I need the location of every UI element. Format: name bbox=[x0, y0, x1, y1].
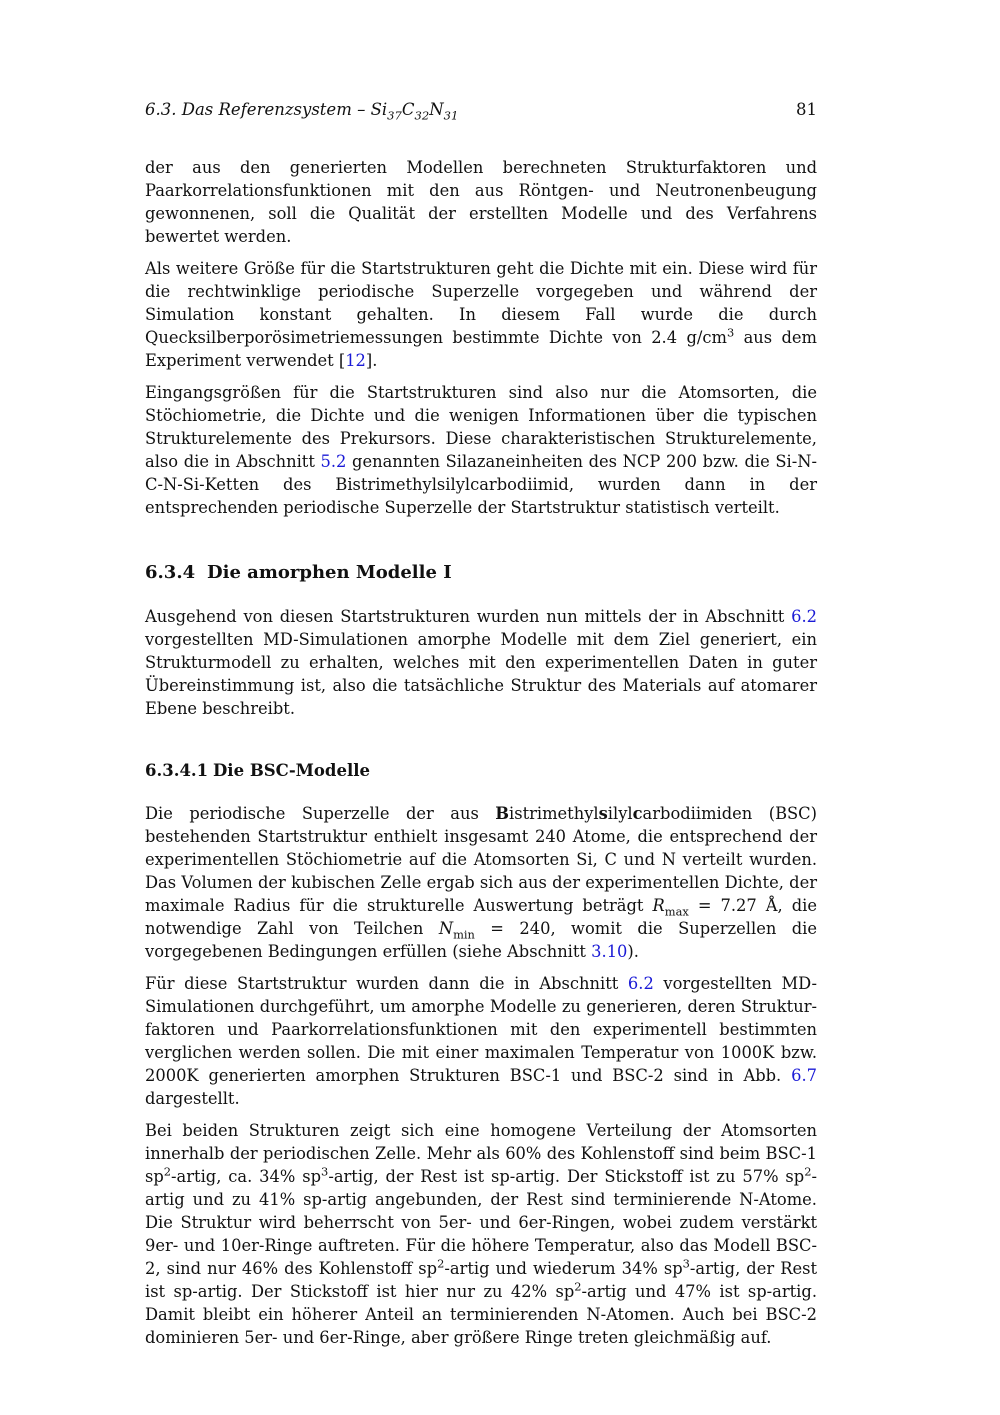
page-number: 81 bbox=[796, 100, 817, 119]
subsection-title: Die BSC-Modelle bbox=[213, 761, 370, 780]
paragraph-1: der aus den generierten Modellen berechneten Strukturfaktoren und Paarkorrelationsfunktionen mit den aus Röntgen- und Neutronenbeugung gewonnenen, soll die Qualität der erstellten Modelle und des Verfahrens bewertet werden. bbox=[145, 158, 817, 246]
subsection-number: 6.3.4.1 bbox=[145, 761, 209, 780]
citation-link[interactable]: 12 bbox=[345, 351, 366, 370]
paragraph-2: Als weitere Größe für die Startstrukturen geht die Dichte mit ein. Diese wird für die rechtwinklige periodische Superzelle vorgegeben und während der Simulation konstant gehalten. In diesem Fall wurde die durch Quecksilberporösimetriemessungen bestimmte Dichte von 2.4 $g/cm^3$ aus dem Experiment verwendet [12]. bbox=[145, 259, 817, 370]
section-title: Die amorphen Modelle I bbox=[207, 562, 452, 583]
subsection-heading bbox=[145, 760, 817, 782]
figure-ref-link[interactable]: 6.7 bbox=[791, 1066, 817, 1085]
rmax-symbol: R bbox=[652, 896, 665, 915]
paragraph-3: Eingangsgrößen für die Startstrukturen sind also nur die Atomsorten, die Stöchiometrie, die Dichte und die wenigen Informationen über die typischen Strukturelemente des Prekursors. Diese charakteristischen Strukturelemente, also die in Abschnitt 5.2 genannten Silazaneinheiten des NCP 200 bzw. die Si-N-C-N-Si-Ketten des Bistrimethylsilylcarbodiimid, wurden dann in der entsprechenden periodische Superzelle der Startstruktur statistisch verteilt. bbox=[145, 383, 817, 517]
paragraph-6: Für diese Startstruktur wurden dann die in Abschnitt 6.2 vorgestellten MD-Simulationen durchgeführt, um amorphe Modelle zu generieren, deren Strukturfaktoren und Paarkorrelationsfunktionen mit den experimentell bestimmten verglichen werden sollen. Die mit einer maximalen Temperatur von 1000K bzw. 2000K generierten amorphen Strukturen BSC-1 und BSC-2 sind in Abb. 6.7 dargestellt. bbox=[145, 974, 817, 1108]
section-ref-link[interactable]: 6.2 bbox=[791, 607, 817, 626]
paragraph-7: Bei beiden Strukturen zeigt sich eine homogene Verteilung der Atomsorten innerhalb der periodischen Zelle. Mehr als 60% des Kohlenstoff sind beim BSC-1 $sp^2$-artig, ca. 34% $sp^3$-artig, der Rest ist sp-artig. Der Stickstoff ist zu 57% $sp^2$-artig und zu 41% sp-artig angebunden, der Rest sind terminierende N-Atome. Die Struktur wird beherrscht von 5er- und 6er-Ringen, wobei zudem verstärkt 9er- und 10er-Ringe auftreten. Für die höhere Temperatur, also das Modell BSC-2, sind nur 46% des Kohlenstoff $sp^2$-artig und wiederum 34% $sp^3$-artig, der Rest ist sp-artig. Der Stickstoff ist hier nur zu 42% $sp^2$-artig und 47% ist sp-artig. Damit bleibt ein höherer Anteil an terminierenden N-Atomen. Auch bei BSC-2 dominieren 5er- und 6er-Ringe, aber größere Ringe treten gleichmäßig auf. bbox=[145, 1121, 817, 1347]
section-heading bbox=[145, 561, 817, 585]
paragraph-4: Ausgehend von diesen Startstrukturen wurden nun mittels der in Abschnitt 6.2 vorgestellten MD-Simulationen amorphe Modelle mit dem Ziel generiert, ein Strukturmodell zu erhalten, welches mit den experimentellen Daten in guter Übereinstimmung ist, also die tatsächliche Struktur des Materials auf atomarer Ebene beschreibt. bbox=[145, 607, 817, 718]
section-number: 6.3.4 bbox=[145, 562, 196, 583]
paragraph-5: Die periodische Superzelle der aus Bistrimethylsilylcarbodiimiden (BSC) bestehenden Startstruktur enthielt insgesamt 240 Atome, die entsprechend der experimentellen Stöchiometrie auf die Atomsorten Si, C und N verteilt wurden. Das Volumen der kubischen Zelle ergab sich aus der experimentellen Dichte, der maximale Radius für die strukturelle Auswertung beträgt $R_{max} = 7.27$ Å, die notwendige Zahl von Teilchen $N_{min} = 240$, womit die Superzellen die vorgegebenen Bedingungen erfüllen (siehe Abschnitt 3.10). bbox=[145, 804, 818, 961]
section-ref-link[interactable]: 5.2 bbox=[320, 452, 347, 471]
section-ref-link[interactable]: 6.2 bbox=[627, 974, 654, 993]
section-ref-link[interactable]: 3.10 bbox=[591, 942, 628, 961]
nmin-symbol: N bbox=[438, 919, 454, 938]
running-header bbox=[145, 100, 817, 126]
page bbox=[145, 100, 817, 1358]
header-section-title: 6.3. Das Referenzsystem – $Si_{37}C_{32}N_{31}$ bbox=[145, 100, 459, 123]
